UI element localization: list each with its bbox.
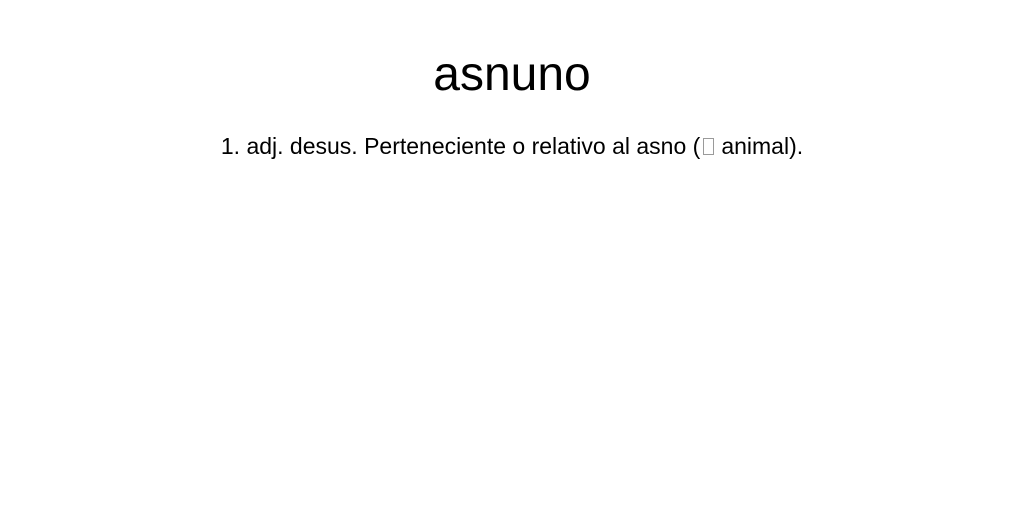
- sense-text-after: animal).: [721, 133, 804, 159]
- headword: asnuno: [433, 48, 591, 101]
- missing-glyph-icon: [703, 138, 714, 155]
- sense-text-before: adj. desus. Perteneciente o relativo al asno (: [246, 133, 701, 159]
- sense-definition: [0, 131, 1024, 161]
- sense-number: 1.: [220, 133, 241, 159]
